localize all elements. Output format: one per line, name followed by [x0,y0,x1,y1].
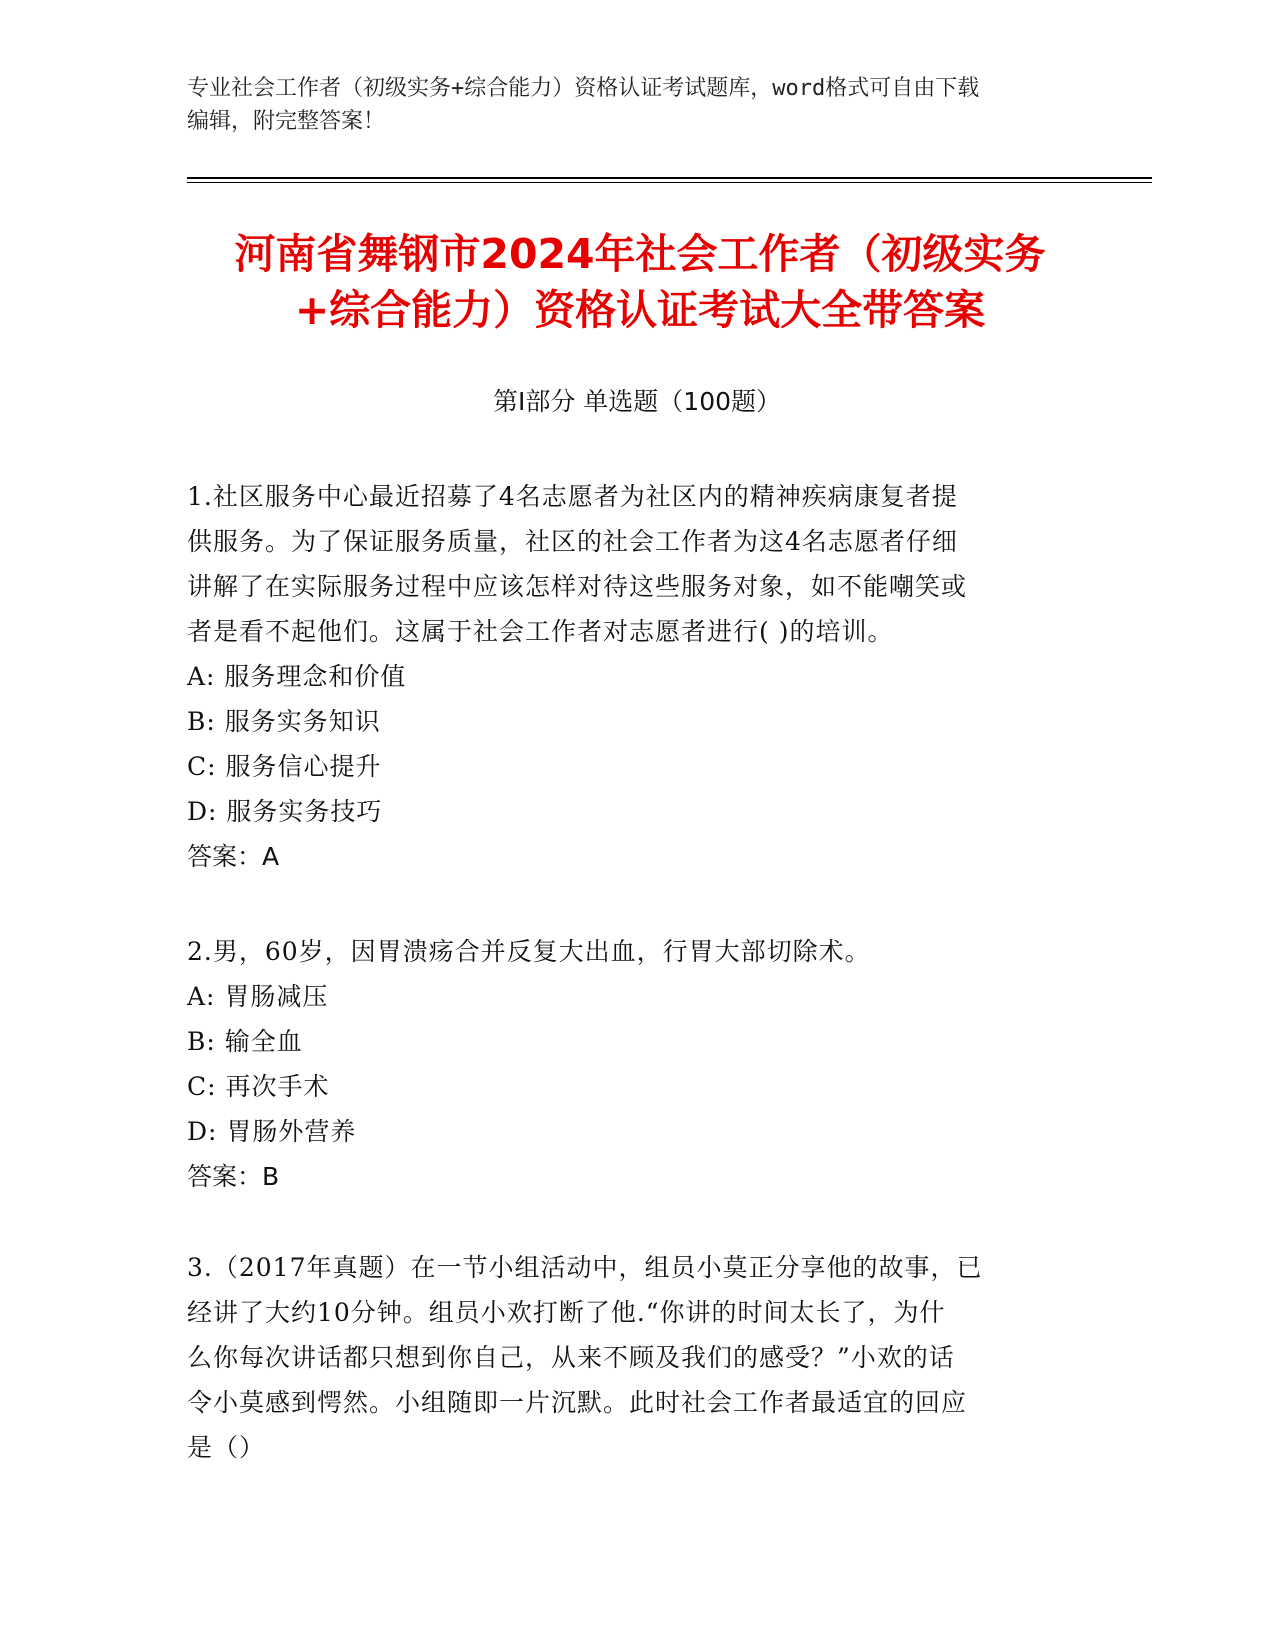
document-title-line-1: 河南省舞钢市2024年社会工作者（初级实务 [234,230,1046,278]
header-note [187,72,1087,138]
option-c: C: 服务信心提升 [187,752,382,781]
option-a: A: 服务理念和价值 [187,662,407,691]
question-3 [187,1245,1067,1470]
option-d: D: 服务实务技巧 [187,797,383,826]
question-stem-line: 令小莫感到愕然。小组随即一片沉默。此时社会工作者最适宜的回应 [187,1388,968,1417]
question-stem [187,929,1067,974]
option-c: C: 再次手术 [187,1072,330,1101]
question-stem-line: 经讲了大约10分钟。组员小欢打断了他.“你讲的时间太长了，为什 [187,1298,946,1327]
question-stem [187,1245,1067,1470]
question-stem-line: 者是看不起他们。这属于社会工作者对志愿者进行( )的培训。 [187,617,894,646]
question-2 [187,929,1067,1199]
question-stem-line: 供服务。为了保证服务质量，社区的社会工作者为这4名志愿者仔细 [187,527,958,556]
option-b: B: 输全血 [187,1027,303,1056]
answer: 答案：A [187,842,280,871]
document-title-line-2: +综合能力）资格认证考试大全带答案 [294,286,986,334]
question-stem-line: 2.男，60岁，因胃溃疡合并反复大出血，行胃大部切除术。 [187,937,871,966]
question-stem-line: 3.（2017年真题）在一节小组活动中，组员小莫正分享他的故事，已 [187,1253,983,1282]
question-stem-line: 是（） [187,1433,266,1462]
section-heading: 第I部分 单选题（100题） [492,387,782,416]
header-divider-thick [187,177,1152,179]
answer: 答案：B [187,1162,280,1191]
option-b: B: 服务实务知识 [187,707,381,736]
option-a: A: 胃肠减压 [187,982,329,1011]
header-note-line-1: 专业社会工作者（初级实务+综合能力）资格认证考试题库，word格式可自由下载 [187,76,980,101]
question-stem [187,474,1067,654]
question-stem-line: 么你每次讲话都只想到你自己，从来不顾及我们的感受？”小欢的话 [187,1343,955,1372]
question-stem-line: 1.社区服务中心最近招募了4名志愿者为社区内的精神疾病康复者提 [187,482,958,511]
header-note-line-2: 编辑，附完整答案！ [187,109,386,134]
header-divider-thin [187,182,1152,183]
document-title [180,226,1100,338]
question-1 [187,474,1067,879]
question-stem-line: 讲解了在实际服务过程中应该怎样对待这些服务对象，如不能嘲笑或 [187,572,968,601]
option-d: D: 胃肠外营养 [187,1117,357,1146]
